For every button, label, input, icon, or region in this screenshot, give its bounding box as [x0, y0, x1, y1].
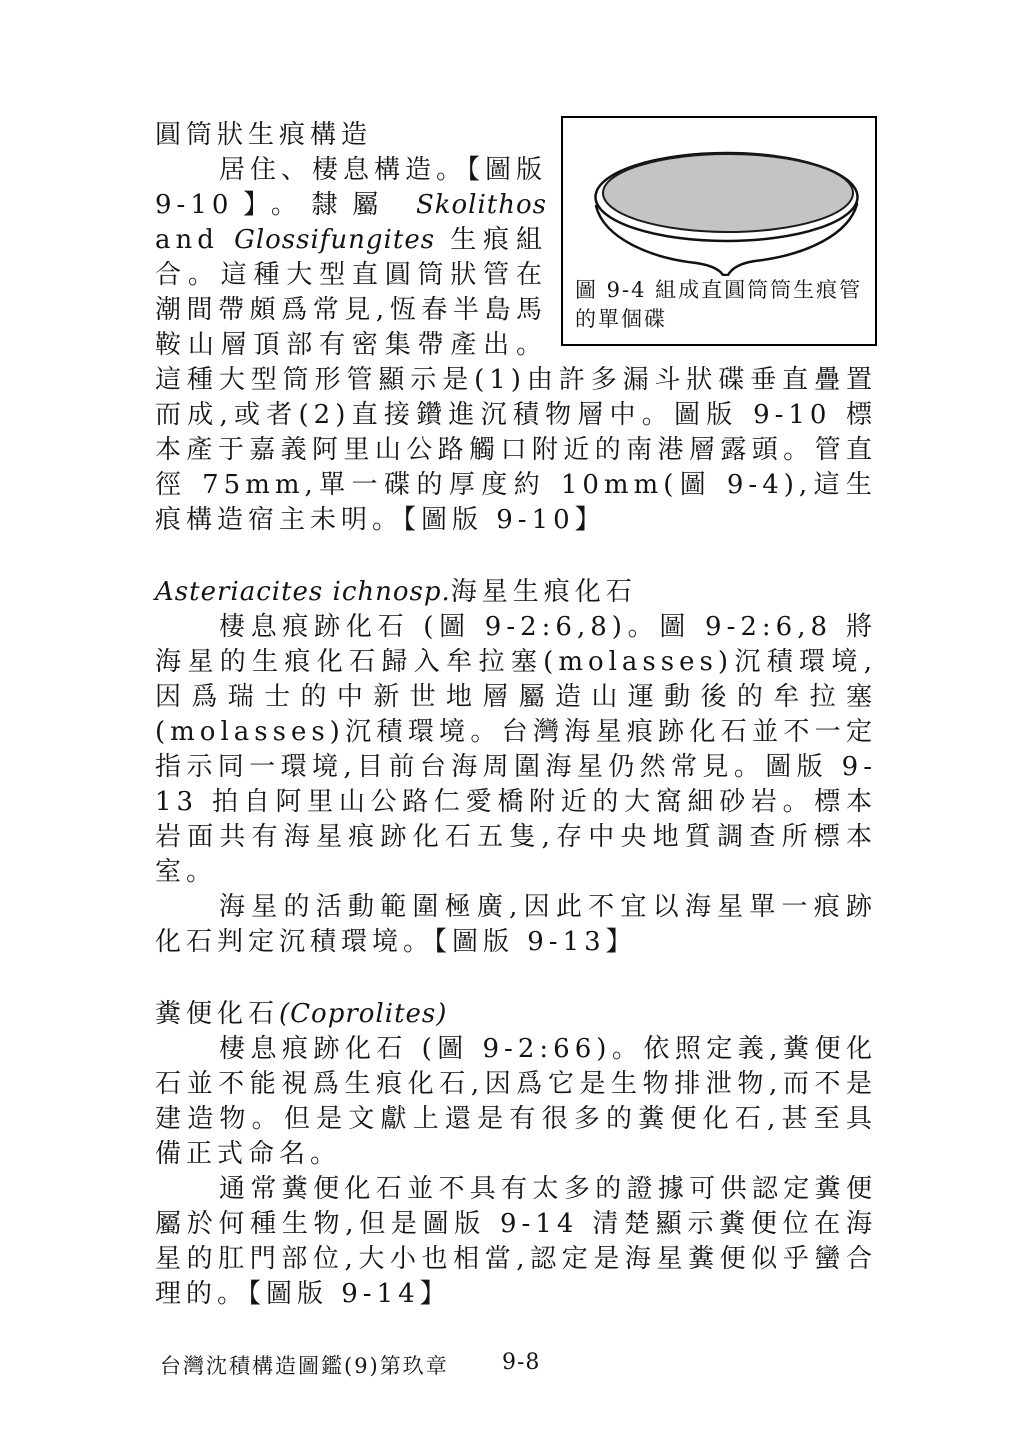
section-heading [155, 575, 877, 610]
text-run: 生痕組合。這種大型直圓筒狀管在潮間帶頗爲常見,恆春半島馬鞍山層頂部有密集帶產出。這種大型筒形管顯示是(1)由許多漏斗狀碟垂直疊置而成,或者(2)直接鑽進沉積物層中。圖版 9-10 標本產于嘉義阿里山公路觸口附近的南港層露頭。管直徑 75mm,單一碟的厚度約 10mm(圖 9-4),這生痕構造宿主未明。【圖版 9-10】 [155, 225, 877, 535]
paragraph [155, 890, 877, 960]
paragraph [155, 1172, 877, 1312]
heading-text: 圓筒狀生痕構造 [155, 120, 373, 150]
text-run: 居住、棲息構造。【圖版 9-10】。隸屬 [155, 155, 548, 220]
heading-text: 糞便化石 [155, 999, 280, 1029]
footer-page-number: 9-8 [502, 1350, 541, 1375]
genus-name: Skolithos [415, 190, 547, 220]
paragraph [155, 1032, 877, 1172]
section-cylindrical-burrow [155, 118, 877, 538]
disc-diagram [563, 118, 875, 276]
section-heading [155, 997, 877, 1032]
figure-9-4-box [561, 116, 877, 346]
footer-book-title: 台灣沈積構造圖鑑(9)第玖章 [160, 1354, 449, 1378]
section-coprolites [155, 997, 877, 1312]
text-run: 通常糞便化石並不具有太多的證據可供認定糞便屬於何種生物,但是圖版 9-14 清楚顯示糞便位在海星的肛門部位,大小也相當,認定是海星糞便似乎蠻合理的。【圖版 9-14】 [155, 1174, 877, 1309]
disc-top-surface [603, 154, 853, 232]
genus-name: Glossifungites [234, 225, 436, 255]
page-content [155, 118, 877, 1312]
paragraph [155, 610, 877, 890]
text-run: 棲息痕跡化石 (圖 9-2:66)。依照定義,糞便化石並不能視爲生痕化石,因爲它是生物排泄物,而不是建造物。但是文獻上還是有很多的糞便化石,甚至具備正式命名。 [155, 1034, 877, 1169]
ichnospecies-name: Asteriacites ichnosp. [155, 577, 451, 607]
heading-text: 海星生痕化石 [450, 577, 637, 607]
text-run: and [155, 225, 235, 255]
figure-caption: 圖 9-4 組成直圓筒筒生痕管的單個碟 [575, 278, 863, 331]
text-run: 海星的活動範圍極廣,因此不宜以海星單一痕跡化石判定沉積環境。【圖版 9-13】 [155, 892, 877, 957]
text-run: 棲息痕跡化石 (圖 9-2:6,8)。圖 9-2:6,8 將海星的生痕化石歸入牟拉塞(molasses)沉積環境,因爲瑞士的中新世地層屬造山運動後的牟拉塞(molasses)沉積環境。台灣海星痕跡化石並不一定指示同一環境,目前台海周圍海星仍然常見。圖版 9-13 拍自阿里山公路仁愛橋附近的大窩細砂岩。標本岩面共有海星痕跡化石五隻,存中央地質調查所標本室。 [155, 612, 877, 887]
latin-term: (Coprolites) [279, 999, 448, 1029]
section-asteriacites [155, 575, 877, 960]
